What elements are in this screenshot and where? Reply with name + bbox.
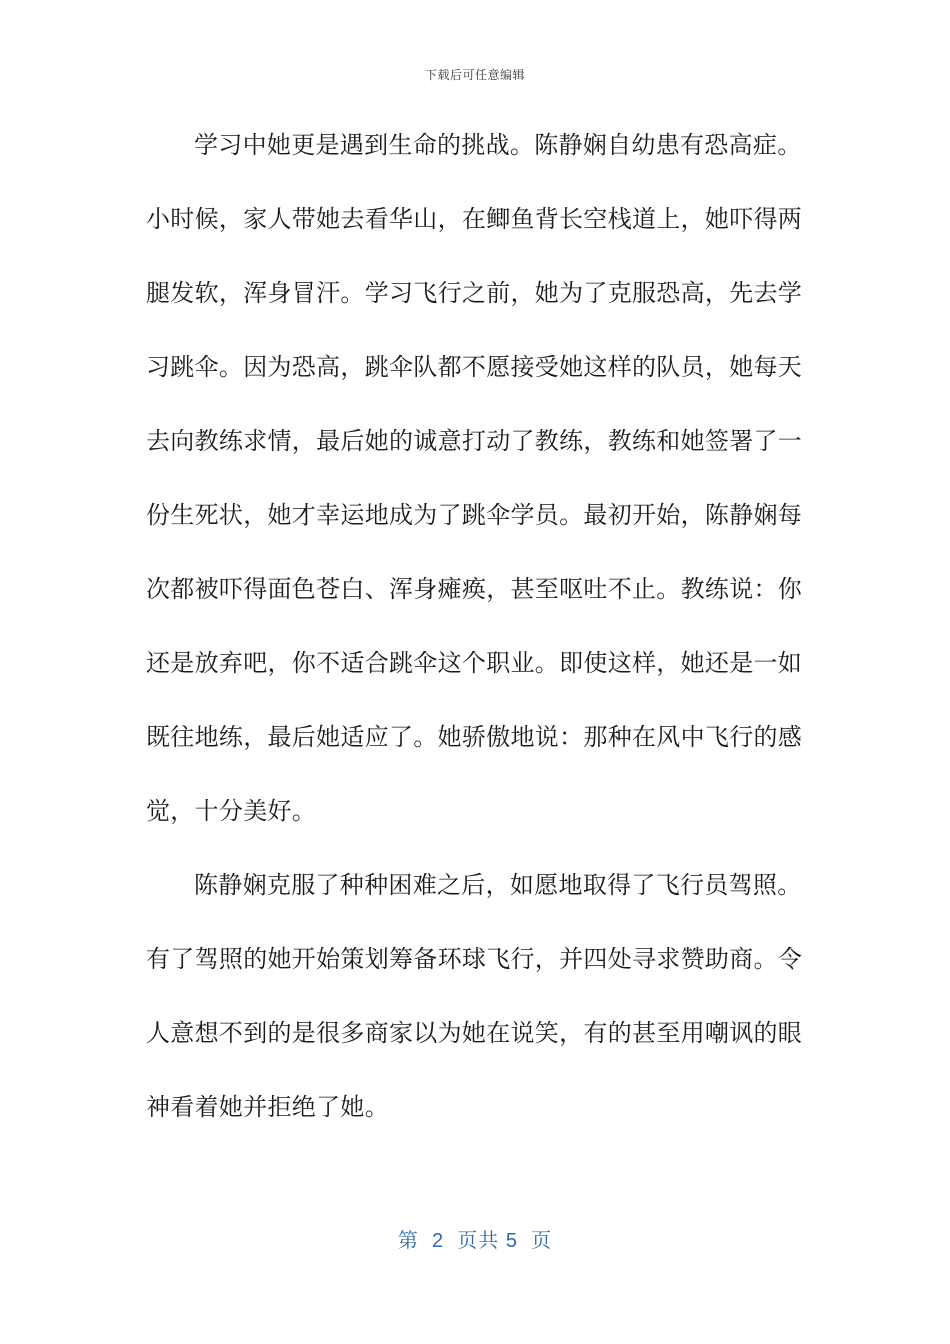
- page-number-footer: 第 2 页共 5 页: [397, 1230, 553, 1252]
- text-line: 学习中她更是遇到生命的挑战。陈静娴自幼患有恐高症。: [194, 131, 802, 159]
- text-line: 既往地练，最后她适应了。她骄傲地说：那种在风中飞行的感: [146, 723, 803, 751]
- text-line: 去向教练求情，最后她的诚意打动了教练，教练和她签署了一: [146, 427, 803, 455]
- text-line: 觉，十分美好。: [146, 797, 317, 825]
- text-line: 陈静娴克服了种种困难之后，如愿地取得了飞行员驾照。: [194, 871, 802, 899]
- page-header: 下载后可任意编辑: [424, 68, 525, 82]
- text-line: 有了驾照的她开始策划筹备环球飞行，并四处寻求赞助商。令: [146, 945, 803, 973]
- text-line: 份生死状，她才幸运地成为了跳伞学员。最初开始，陈静娴每: [146, 501, 803, 529]
- paragraph-1: [146, 120, 803, 860]
- text-line: 腿发软，浑身冒汗。学习飞行之前，她为了克服恐高，先去学: [146, 279, 803, 307]
- text-line: 神看着她并拒绝了她。: [146, 1093, 389, 1121]
- text-line: 小时候，家人带她去看华山，在鲫鱼背长空栈道上，她吓得两: [146, 205, 803, 233]
- text-line: 还是放弃吧，你不适合跳伞这个职业。即使这样，她还是一如: [146, 649, 803, 677]
- document-body: [146, 120, 803, 1156]
- text-line: 习跳伞。因为恐高，跳伞队都不愿接受她这样的队员，她每天: [146, 353, 803, 381]
- paragraph-2: [146, 860, 803, 1156]
- text-line: 次都被吓得面色苍白、浑身瘫痪，甚至呕吐不止。教练说：你: [146, 575, 803, 603]
- text-line: 人意想不到的是很多商家以为她在说笑，有的甚至用嘲讽的眼: [146, 1019, 803, 1047]
